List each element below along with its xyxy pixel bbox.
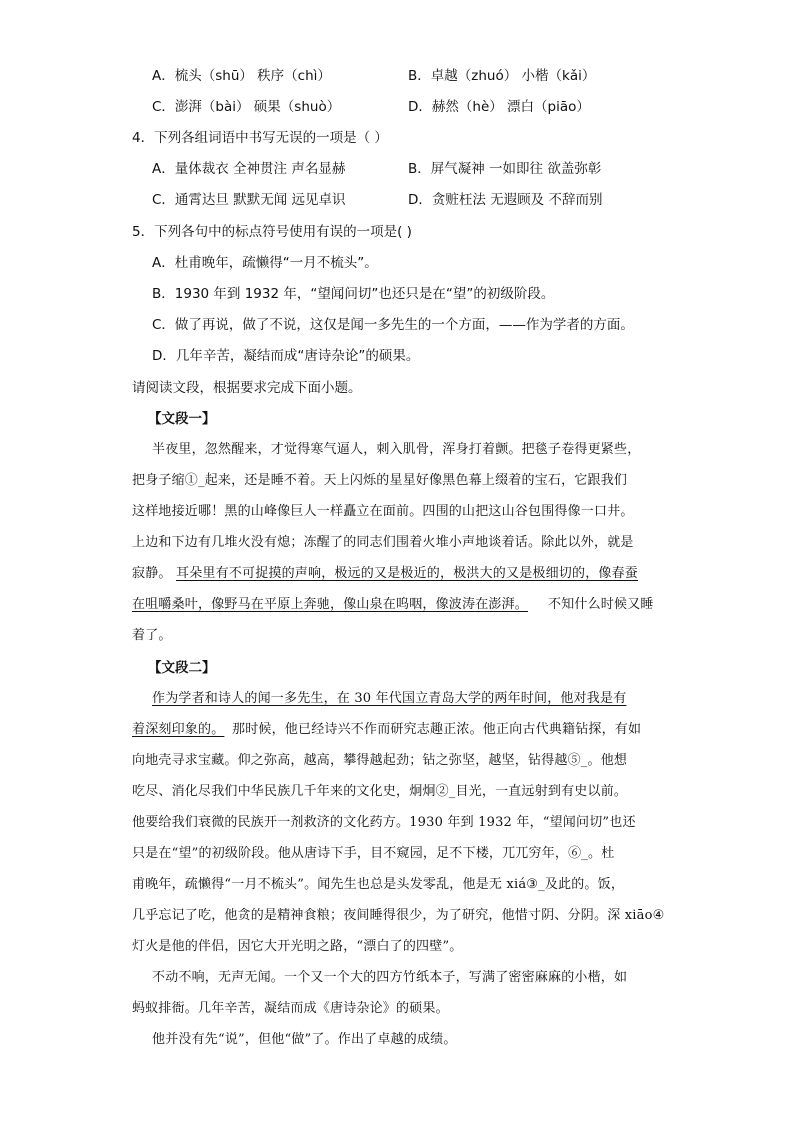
reading-instruction: 请阅读文段，根据要求完成下面小题。: [132, 380, 362, 396]
passage2-line: 几乎忘记了吃，他贪的是精神食粮；夜间睡得很少，为了研究，他惜寸阴、分阴。深 xiāo④: [132, 908, 665, 923]
passage2-line: 灯火是他的伴侣，因它大开光明之路，“漂白了的四壁”。: [132, 939, 463, 954]
passage2-line: 甫晚年，疏懒得“一月不梳头”。闻先生也总是头发零乱，他是无 xiá③_及此的。饭，: [132, 877, 625, 892]
q4-stem: 4．下列各组词语中书写无误的一项是（ ）: [132, 130, 388, 146]
q5-option-a: A．杜甫晚年，疏懒得“一月不梳头”。: [152, 255, 378, 271]
passage1-underlined-sentence: 在咀嚼桑叶，像野马在平原上奔驰，像山泉在呜咽，像波涛在澎湃。: [132, 597, 529, 612]
q5-stem: 5．下列各句中的标点符号使用有误的一项是( ): [132, 224, 412, 240]
passage1-line: 把身子缩①_起来，还是睡不着。天上闪烁的星星好像黑色幕上缀着的宝石，它跟我们: [132, 473, 628, 488]
q4-option-d: D．贪赃枉法 无遐顾及 不辞而别: [408, 192, 603, 208]
passage2-line: 他并没有先“说”，但他“做”了。作出了卓越的成绩。: [152, 1032, 457, 1047]
passage1-line: 着了。: [132, 628, 172, 643]
q4-option-b: B．屏气凝神 一如即往 欲盖弥彰: [408, 161, 602, 177]
passage1-line: 这样地接近哪！黑的山峰像巨人一样矗立在面前。四围的山把这山谷包围得像一口井。: [132, 504, 634, 519]
passage2-line: 那时候，他已经诗兴不作而研究志趣正浓。他正向古代典籍钻探，有如: [232, 722, 642, 737]
passage2-title: 【文段二】: [148, 660, 216, 676]
q4-option-a: A．量体裁衣 全神贯注 声名显赫: [152, 161, 346, 177]
passage1-underlined-sentence: 耳朵里有不可捉摸的声响，极远的又是极近的，极洪大的又是极细切的，像春蚕: [176, 566, 639, 581]
passage1-line: 不知什么时候又睡: [548, 597, 654, 612]
q5-option-c: C．做了再说，做了不说，这仅是闻一多先生的一个方面，——作为学者的方面。: [152, 317, 634, 333]
passage2-line: 只是在“望”的初级阶段。他从唐诗下手，目不窥园，足不下楼，兀兀穷年，⑥_。杜: [132, 846, 615, 861]
q5-option-d: D．几年辛苦，凝结而成“唐诗杂论”的硕果。: [152, 348, 420, 364]
q3-option-b: B．卓越（zhuó） 小楷（kǎi）: [408, 68, 596, 84]
q3-option-c: C．澎湃（bài） 硕果（shuò）: [152, 99, 341, 115]
passage1-title: 【文段一】: [148, 411, 216, 427]
passage2-line: 不动不响，无声无闻。一个又一个大的四方竹纸本子，写满了密密麻麻的小楷，如: [152, 970, 628, 985]
passage1-line: 上边和下边有几堆火没有熄；冻醒了的同志们围着火堆小声地谈着话。除此以外，就是: [132, 535, 634, 550]
passage2-underlined-sentence: 着深刻印象的。: [132, 722, 225, 737]
q3-option-d: D．赫然（hè） 漂白（piāo）: [408, 99, 590, 115]
q4-option-c: C．通霄达旦 默默无闻 远见卓识: [152, 192, 346, 208]
q3-option-a: A．梳头（shū） 秩序（chì）: [152, 68, 331, 84]
passage2-line: 向地壳寻求宝藏。仰之弥高，越高，攀得越起劲；钻之弥坚，越坚，钻得越⑤_。他想: [132, 753, 628, 768]
passage1-line: 半夜里，忽然醒来，才觉得寒气逼人，刺入肌骨，浑身打着颤。把毯子卷得更紧些，: [152, 442, 641, 457]
q5-option-b: B．1930 年到 1932 年，“望闻问切”也还只是在“望”的初级阶段。: [152, 286, 555, 302]
passage2-underlined-sentence: 作为学者和诗人的闻一多先生，在 30 年代国立青岛大学的两年时间，他对我是有: [152, 691, 627, 706]
passage2-line: 他要给我们衰微的民族开一剂救济的文化药方。1930 年到 1932 年，“望闻问切”也还: [132, 815, 636, 830]
passage1-line-lead: 寂静。: [132, 566, 172, 581]
passage2-line: 蚂蚁排衙。几年辛苦，凝结而成《唐诗杂论》的硕果。: [132, 1001, 449, 1016]
passage2-line: 吃尽、消化尽我们中华民族几千年来的文化史，炯炯②_目光，一直远射到有史以前。: [132, 784, 628, 799]
